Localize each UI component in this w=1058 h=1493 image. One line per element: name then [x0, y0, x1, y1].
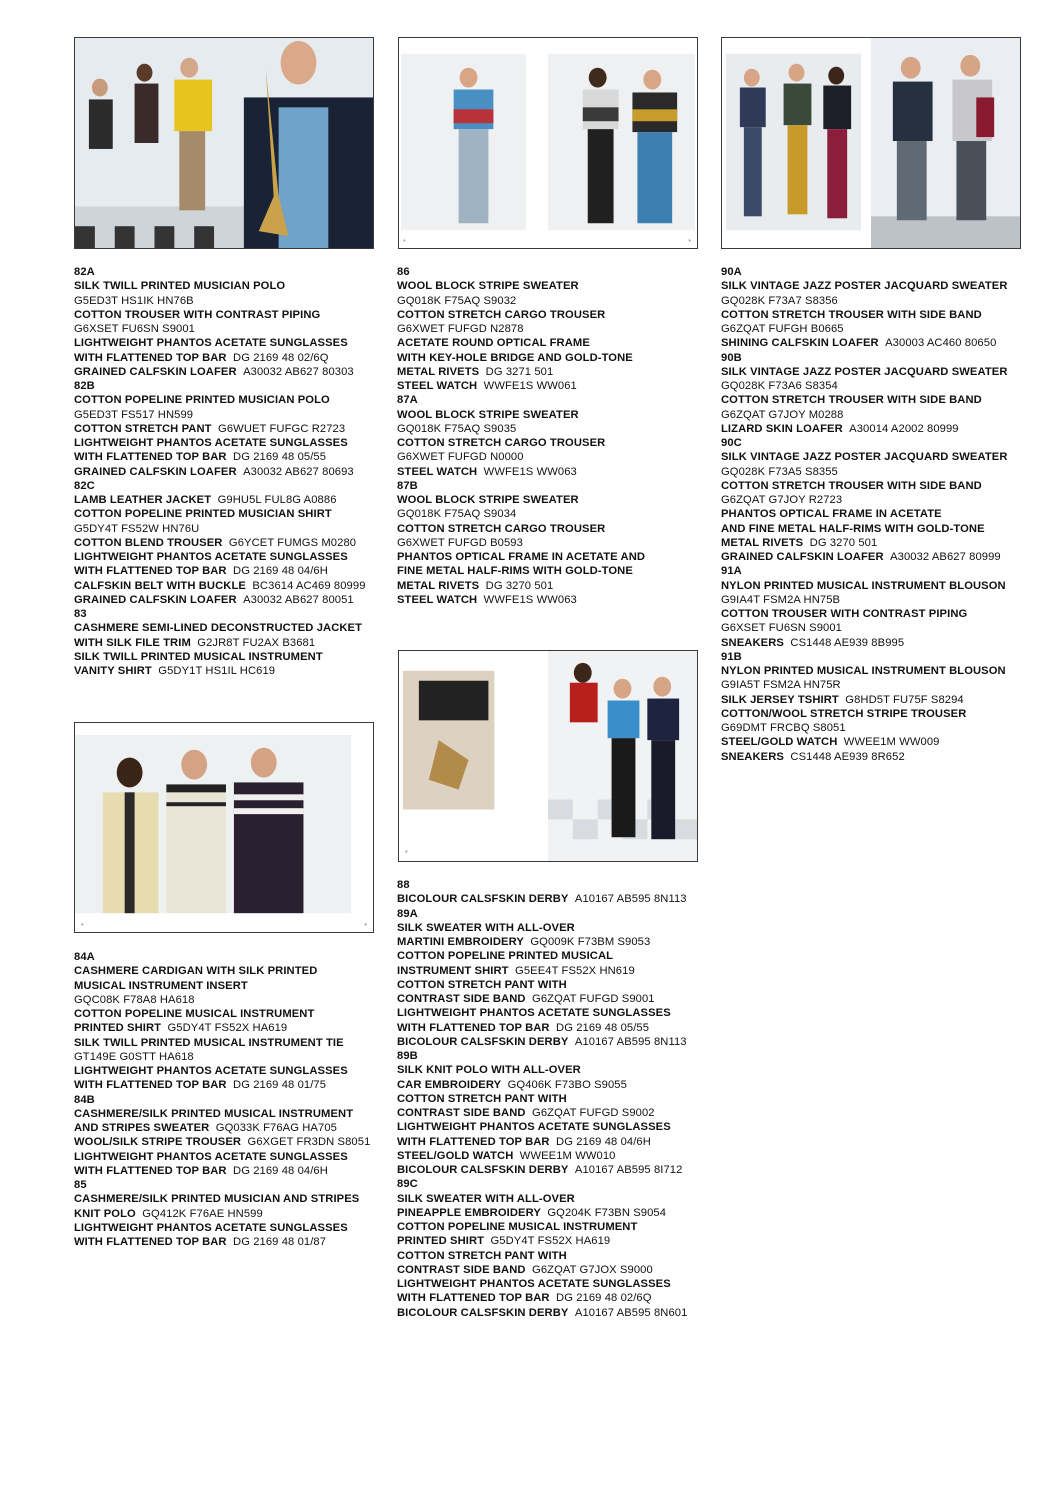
product-code: DG 3270 501 — [809, 536, 878, 549]
product-name: STEEL/GOLD WATCH — [721, 736, 838, 749]
product-line — [721, 422, 1008, 436]
product-name: BICOLOUR CALSFSKIN DERBY — [397, 1164, 569, 1176]
product-name: LIGHTWEIGHT PHANTOS ACETATE SUNGLASSES — [74, 551, 348, 563]
product-line — [721, 522, 1008, 536]
product-line — [397, 964, 687, 978]
product-name: LIGHTWEIGHT PHANTOS ACETATE SUNGLASSES — [74, 1221, 348, 1234]
look-number: 90B — [721, 351, 742, 364]
product-name: COTTON POPELINE MUSICAL INSTRUMENT — [74, 1008, 315, 1020]
product-line — [397, 1206, 687, 1220]
product-line — [397, 1263, 687, 1277]
product-line — [721, 536, 1008, 550]
product-line — [721, 308, 1008, 322]
product-code: GQ204K F73BN S9054 — [547, 1206, 667, 1219]
product-name: COTTON STRETCH TROUSER WITH SIDE BAND — [721, 479, 982, 492]
product-name: COTTON POPELINE MUSICAL INSTRUMENT — [397, 1221, 638, 1233]
product-code: G2JR8T FU2AX B3681 — [197, 636, 316, 649]
product-line — [397, 1192, 687, 1206]
product-name: BICOLOUR CALSFSKIN DERBY — [397, 1306, 569, 1319]
product-name: COTTON STRETCH CARGO TROUSER — [397, 437, 606, 449]
look-number: 88 — [397, 879, 410, 891]
look-number: 86 — [397, 266, 410, 278]
product-code: DG 2169 48 02/6Q — [233, 351, 329, 364]
look-number: 82A — [74, 266, 95, 278]
product-code: G6XSET FU6SN S9001 — [721, 622, 842, 635]
caption-column-2-top — [397, 265, 645, 607]
product-name: WOOL BLOCK STRIPE SWEATER — [397, 494, 579, 506]
product-name: PINEAPPLE EMBROIDERY — [397, 1206, 541, 1219]
product-line — [74, 308, 366, 322]
product-line — [74, 1135, 370, 1149]
product-name: WITH FLATTENED TOP BAR — [74, 1236, 227, 1248]
product-name: SHINING CALFSKIN LOAFER — [721, 337, 879, 350]
product-code: DG 3270 501 — [485, 579, 554, 592]
look-number: 87B — [397, 479, 418, 492]
product-code: WWFE1S WW063 — [483, 593, 577, 606]
caption-column-1-top — [74, 265, 366, 678]
product-line — [721, 479, 1008, 493]
product-name: GRAINED CALFSKIN LOAFER — [721, 551, 884, 563]
product-line — [74, 650, 366, 664]
product-code: CS1448 AE939 8R652 — [790, 750, 905, 763]
product-name: COTTON STRETCH TROUSER WITH SIDE BAND — [721, 308, 982, 321]
product-name: METAL RIVETS — [721, 536, 804, 549]
product-name: COTTON POPELINE PRINTED MUSICAL — [397, 950, 614, 963]
product-name: WITH FLATTENED TOP BAR — [74, 565, 227, 578]
product-code: GQ018K F75AQ S9032 — [397, 294, 517, 307]
product-code: GQ028K F73A6 S8354 — [721, 380, 838, 392]
product-name: WITH SILK FILE TRIM — [74, 636, 191, 649]
product-line — [74, 1078, 370, 1092]
product-name: WITH FLATTENED TOP BAR — [74, 351, 227, 364]
product-code: G6ZQAT G7JOX S9000 — [532, 1263, 653, 1276]
product-code: GQC08K F78A8 HA618 — [74, 993, 195, 1006]
product-code: GQ028K F73A5 S8355 — [721, 465, 838, 478]
product-name: COTTON STRETCH PANT WITH — [397, 978, 567, 991]
product-name: NYLON PRINTED MUSICAL INSTRUMENT BLOUSON — [721, 579, 1006, 592]
product-name: MARTINI EMBROIDERY — [397, 936, 524, 948]
product-code: G9IA5T FSM2A HN75R — [721, 679, 841, 692]
product-code: A10167 AB595 8N113 — [574, 1035, 687, 1048]
product-line — [74, 393, 366, 407]
product-line — [74, 1207, 370, 1221]
product-name: MUSICAL INSTRUMENT INSERT — [74, 979, 248, 992]
product-line — [397, 1277, 687, 1291]
product-code: G6XWET FUFGD N0000 — [397, 451, 524, 464]
product-code: A10167 AB595 8I712 — [574, 1164, 683, 1176]
product-line — [74, 336, 366, 350]
look-number: 91B — [721, 650, 742, 663]
product-line — [74, 1221, 370, 1235]
product-line — [397, 1249, 687, 1263]
product-code: G9IA4T FSM2A HN75B — [721, 593, 841, 606]
product-line — [721, 664, 1008, 678]
product-name: PRINTED SHIRT — [74, 1022, 162, 1035]
product-line — [397, 1006, 687, 1020]
photo-look-84-85: * * — [74, 722, 374, 933]
product-code: GT149E G0STT HA618 — [74, 1050, 194, 1063]
product-name: SILK VINTAGE JAZZ POSTER JACQUARD SWEATER — [721, 451, 1008, 464]
look-number: 87A — [397, 394, 418, 407]
product-line — [721, 693, 1008, 707]
product-name: LIGHTWEIGHT PHANTOS ACETATE SUNGLASSES — [397, 1007, 671, 1020]
product-code: G9HU5L FUL8G A0886 — [217, 494, 337, 506]
product-code: DG 2169 48 01/87 — [233, 1236, 327, 1248]
product-code: GQ406K F73BO S9055 — [507, 1078, 627, 1091]
product-name: GRAINED CALFSKIN LOAFER — [74, 593, 237, 606]
product-code: GQ033K F76AG HA705 — [215, 1122, 337, 1134]
product-line — [74, 1107, 370, 1121]
product-line — [397, 1035, 687, 1049]
product-line — [397, 336, 645, 350]
product-name: COTTON BLEND TROUSER — [74, 536, 223, 549]
product-name: COTTON STRETCH PANT — [74, 422, 212, 435]
look-number: 90C — [721, 437, 742, 449]
product-code: G5EE4T FS52X HN619 — [515, 964, 635, 977]
product-name: LIGHTWEIGHT PHANTOS ACETATE SUNGLASSES — [74, 437, 348, 449]
product-name: STEEL/GOLD WATCH — [397, 1149, 514, 1162]
product-code: G6WUET FUFGC R2723 — [218, 422, 346, 435]
product-line — [397, 1291, 687, 1305]
look-number: 90A — [721, 266, 742, 278]
product-name: LIGHTWEIGHT PHANTOS ACETATE SUNGLASSES — [397, 1278, 671, 1290]
product-line — [74, 1150, 370, 1164]
product-line — [74, 621, 366, 635]
product-name: COTTON/WOOL STRETCH STRIPE TROUSER — [721, 707, 967, 720]
caption-column-1-bottom — [74, 950, 370, 1249]
product-code: GQ018K F75AQ S9035 — [397, 422, 517, 435]
product-code: G5ED3T FS517 HN599 — [74, 408, 194, 421]
product-name: VANITY SHIRT — [74, 665, 152, 677]
look-number: 82B — [74, 380, 95, 392]
product-code: G6YCET FUMGS M0280 — [228, 536, 357, 549]
product-name: SILK TWILL PRINTED MUSICAL INSTRUMENT — [74, 650, 323, 663]
product-line — [721, 707, 1008, 721]
product-code: DG 2169 48 01/75 — [233, 1079, 327, 1092]
product-name: WITH FLATTENED TOP BAR — [74, 1079, 227, 1092]
product-line — [397, 593, 645, 607]
product-name: GRAINED CALFSKIN LOAFER — [74, 365, 237, 378]
product-name: SILK SWEATER WITH ALL-OVER — [397, 1192, 575, 1205]
look-number: 82C — [74, 479, 95, 492]
product-line — [74, 422, 366, 436]
product-code: A30032 AB627 80051 — [243, 593, 354, 606]
product-line — [397, 308, 645, 322]
product-code: G6ZQAT FUFGD S9001 — [532, 993, 655, 1005]
product-code: DG 3271 501 — [485, 365, 554, 378]
product-name: PHANTOS OPTICAL FRAME IN ACETATE AND — [397, 551, 646, 563]
product-name: COTTON STRETCH PANT WITH — [397, 1249, 567, 1262]
product-code: GQ028K F73A7 S8356 — [721, 294, 838, 307]
product-name: CALFSKIN BELT WITH BUCKLE — [74, 579, 246, 592]
product-line — [397, 1063, 687, 1077]
product-code: G5DY4T FS52X HA619 — [167, 1022, 288, 1035]
product-line — [721, 393, 1008, 407]
product-code: A30032 AB627 80693 — [243, 465, 354, 478]
product-line — [397, 892, 687, 906]
product-line — [74, 436, 366, 450]
product-code: CS1448 AE939 8B995 — [790, 636, 905, 649]
product-code: G69DMT FRCBQ S8051 — [721, 722, 846, 734]
caption-column-2-bottom — [397, 878, 687, 1320]
product-name: ACETATE ROUND OPTICAL FRAME — [397, 337, 590, 350]
product-name: CASHMERE/SILK PRINTED MUSICIAN AND STRIPES — [74, 1193, 360, 1206]
product-line — [74, 1164, 370, 1178]
product-name: COTTON STRETCH CARGO TROUSER — [397, 308, 606, 321]
product-code: G5DY4T FS52W HN76U — [74, 522, 200, 535]
product-code: GQ018K F75AQ S9034 — [397, 508, 517, 521]
product-code: WWFE1S WW063 — [483, 465, 577, 478]
product-name: SILK TWILL PRINTED MUSICAL INSTRUMENT TIE — [74, 1036, 344, 1049]
product-line — [397, 465, 645, 479]
product-code: A30014 A2002 80999 — [849, 422, 959, 435]
product-code: DG 2169 48 05/55 — [233, 451, 327, 464]
product-name: LIGHTWEIGHT PHANTOS ACETATE SUNGLASSES — [74, 1150, 348, 1163]
product-line — [721, 579, 1008, 593]
product-line — [397, 1306, 687, 1320]
product-name: COTTON STRETCH CARGO TROUSER — [397, 522, 606, 535]
product-name: GRAINED CALFSKIN LOAFER — [74, 465, 237, 478]
product-code: WWEE1M WW009 — [843, 736, 940, 749]
product-line — [74, 351, 366, 365]
product-code: GQ009K F73BM S9053 — [530, 936, 651, 948]
product-name: STEEL WATCH — [397, 593, 478, 606]
product-name: BICOLOUR CALSFSKIN DERBY — [397, 893, 569, 906]
product-name: CAR EMBROIDERY — [397, 1078, 502, 1091]
product-code: G6ZQAT FUFGH B0665 — [721, 323, 844, 335]
product-line — [74, 1121, 370, 1135]
look-number: 89B — [397, 1050, 418, 1062]
product-line — [397, 564, 645, 578]
product-name: CONTRAST SIDE BAND — [397, 993, 526, 1005]
product-name: SILK JERSEY TSHIRT — [721, 693, 839, 706]
look-number: 83 — [74, 608, 87, 620]
product-line — [74, 1007, 370, 1021]
product-line — [74, 465, 366, 479]
product-line — [397, 1149, 687, 1163]
product-name: STEEL WATCH — [397, 465, 478, 478]
product-line — [74, 1021, 370, 1035]
product-code: WWFE1S WW061 — [483, 380, 577, 392]
photo-look-88-89: * — [398, 650, 698, 862]
product-name: CASHMERE CARDIGAN WITH SILK PRINTED — [74, 965, 318, 978]
product-code: G6XWET FUFGD B0593 — [397, 536, 523, 549]
product-line — [721, 636, 1008, 650]
product-line — [397, 408, 645, 422]
photo-look-82-83 — [74, 37, 374, 249]
product-line — [397, 379, 645, 393]
product-name: AND STRIPES SWEATER — [74, 1122, 210, 1134]
product-line — [397, 1163, 687, 1177]
product-name: WITH FLATTENED TOP BAR — [74, 451, 227, 464]
product-line — [74, 579, 366, 593]
product-line — [397, 1234, 687, 1248]
product-name: SILK KNIT POLO WITH ALL-OVER — [397, 1064, 581, 1077]
product-name: WOOL BLOCK STRIPE SWEATER — [397, 408, 579, 421]
product-code: G8HD5T FU75F S8294 — [845, 693, 964, 706]
product-code: DG 2169 48 04/6H — [233, 565, 328, 578]
product-line — [397, 279, 645, 293]
product-line — [74, 1064, 370, 1078]
product-name: WITH FLATTENED TOP BAR — [74, 1164, 227, 1177]
product-code: G6XGET FR3DN S8051 — [247, 1136, 371, 1149]
product-name: WITH KEY-HOLE BRIDGE AND GOLD-TONE — [397, 351, 633, 364]
product-name: PRINTED SHIRT — [397, 1235, 485, 1248]
look-number: 84A — [74, 951, 95, 963]
product-code: A10167 AB595 8N601 — [574, 1306, 688, 1319]
product-line — [74, 450, 366, 464]
product-code: A30032 AB627 80303 — [243, 365, 354, 378]
product-name: COTTON POPELINE PRINTED MUSICIAN SHIRT — [74, 508, 332, 521]
product-line — [397, 493, 645, 507]
product-code: G6XSET FU6SN S9001 — [74, 323, 195, 335]
product-name: LAMB LEATHER JACKET — [74, 494, 212, 506]
product-code: G6ZQAT FUFGD S9002 — [532, 1107, 655, 1119]
product-name: LIGHTWEIGHT PHANTOS ACETATE SUNGLASSES — [74, 1065, 348, 1077]
product-line — [397, 935, 687, 949]
product-line — [74, 1235, 370, 1249]
product-code: G6ZQAT G7JOY R2723 — [721, 494, 843, 506]
product-name: COTTON TROUSER WITH CONTRAST PIPING — [721, 608, 968, 620]
product-code: G5ED3T HS1IK HN76B — [74, 294, 194, 307]
product-line — [721, 365, 1008, 379]
product-line — [721, 750, 1008, 764]
product-name: INSTRUMENT SHIRT — [397, 964, 509, 977]
product-line — [74, 636, 366, 650]
product-name: LIZARD SKIN LOAFER — [721, 422, 843, 435]
product-line — [74, 550, 366, 564]
product-name: SILK SWEATER WITH ALL-OVER — [397, 921, 575, 934]
product-name: WITH FLATTENED TOP BAR — [397, 1021, 550, 1034]
product-code: BC3614 AC469 80999 — [252, 579, 366, 592]
product-line — [74, 664, 366, 678]
product-line — [74, 536, 366, 550]
product-code: G5DY1T HS1IL HC619 — [158, 665, 276, 677]
product-line — [397, 978, 687, 992]
product-line — [397, 1120, 687, 1134]
product-name: CASHMERE/SILK PRINTED MUSICAL INSTRUMENT — [74, 1107, 354, 1120]
product-line — [397, 365, 645, 379]
photo-look-86-87: * * — [398, 37, 698, 249]
product-line — [397, 1078, 687, 1092]
product-name: FINE METAL HALF-RIMS WITH GOLD-TONE — [397, 565, 633, 578]
product-line — [74, 365, 366, 379]
product-name: SILK VINTAGE JAZZ POSTER JACQUARD SWEATER — [721, 365, 1008, 378]
product-line — [397, 921, 687, 935]
product-name: COTTON STRETCH PANT WITH — [397, 1092, 567, 1105]
product-code: DG 2169 48 04/6H — [233, 1164, 328, 1177]
look-number: 84B — [74, 1093, 95, 1106]
product-line — [397, 550, 645, 564]
product-code: DG 2169 48 05/55 — [556, 1021, 650, 1034]
product-line — [721, 336, 1008, 350]
product-name: SNEAKERS — [721, 750, 784, 763]
look-number: 89A — [397, 907, 418, 920]
product-line — [74, 564, 366, 578]
product-line — [74, 1036, 370, 1050]
product-line — [721, 507, 1008, 521]
product-code: G6ZQAT G7JOY M0288 — [721, 408, 844, 421]
look-number: 85 — [74, 1179, 87, 1191]
product-line — [397, 949, 687, 963]
product-code: A30032 AB627 80999 — [890, 551, 1001, 563]
product-line — [397, 579, 645, 593]
product-name: BICOLOUR CALSFSKIN DERBY — [397, 1035, 569, 1048]
product-line — [721, 550, 1008, 564]
product-code: G6XWET FUFGD N2878 — [397, 323, 524, 335]
product-line — [397, 1135, 687, 1149]
product-name: CASHMERE SEMI-LINED DECONSTRUCTED JACKET — [74, 622, 363, 635]
product-name: NYLON PRINTED MUSICAL INSTRUMENT BLOUSON — [721, 665, 1006, 677]
product-line — [721, 279, 1008, 293]
product-name: COTTON TROUSER WITH CONTRAST PIPING — [74, 308, 321, 321]
product-name: LIGHTWEIGHT PHANTOS ACETATE SUNGLASSES — [74, 337, 348, 350]
product-name: WOOL BLOCK STRIPE SWEATER — [397, 280, 579, 293]
product-line — [74, 964, 370, 978]
product-name: STEEL WATCH — [397, 380, 478, 392]
product-name: METAL RIVETS — [397, 365, 480, 378]
product-code: WWEE1M WW010 — [519, 1149, 616, 1162]
product-code: GQ412K F76AE HN599 — [142, 1207, 263, 1220]
product-code: G5DY4T FS52X HA619 — [490, 1235, 611, 1248]
product-name: SNEAKERS — [721, 636, 784, 649]
product-name: LIGHTWEIGHT PHANTOS ACETATE SUNGLASSES — [397, 1121, 671, 1134]
product-name: COTTON POPELINE PRINTED MUSICIAN POLO — [74, 394, 330, 407]
product-line — [397, 522, 645, 536]
product-code: A10167 AB595 8N113 — [574, 893, 687, 906]
product-code: DG 2169 48 02/6Q — [556, 1292, 652, 1305]
product-line — [397, 992, 687, 1006]
product-name: CONTRAST SIDE BAND — [397, 1263, 526, 1276]
look-number: 91A — [721, 565, 742, 578]
product-name: CONTRAST SIDE BAND — [397, 1107, 526, 1119]
photo-look-90-91 — [721, 37, 1021, 249]
product-name: COTTON STRETCH TROUSER WITH SIDE BAND — [721, 394, 982, 407]
product-line — [397, 1220, 687, 1234]
product-name: AND FINE METAL HALF-RIMS WITH GOLD-TONE — [721, 522, 985, 535]
caption-column-3 — [721, 265, 1008, 764]
product-line — [397, 1021, 687, 1035]
product-name: WOOL/SILK STRIPE TROUSER — [74, 1136, 242, 1149]
product-line — [74, 1192, 370, 1206]
product-line — [721, 607, 1008, 621]
product-name: SILK TWILL PRINTED MUSICIAN POLO — [74, 280, 286, 293]
product-name: WITH FLATTENED TOP BAR — [397, 1135, 550, 1148]
product-line — [74, 493, 366, 507]
product-line — [74, 279, 366, 293]
product-name: WITH FLATTENED TOP BAR — [397, 1292, 550, 1305]
product-name: KNIT POLO — [74, 1207, 136, 1220]
product-line — [397, 351, 645, 365]
product-line — [721, 450, 1008, 464]
product-line — [397, 436, 645, 450]
product-line — [721, 735, 1008, 749]
product-line — [74, 507, 366, 521]
product-line — [397, 1092, 687, 1106]
product-name: SILK VINTAGE JAZZ POSTER JACQUARD SWEATER — [721, 280, 1008, 293]
product-name: PHANTOS OPTICAL FRAME IN ACETATE — [721, 508, 942, 521]
product-line — [397, 1106, 687, 1120]
product-code: A30003 AC460 80650 — [885, 337, 997, 350]
product-line — [74, 593, 366, 607]
product-code: DG 2169 48 04/6H — [556, 1135, 651, 1148]
look-number: 89C — [397, 1178, 418, 1191]
product-name: METAL RIVETS — [397, 579, 480, 592]
product-line — [74, 979, 370, 993]
